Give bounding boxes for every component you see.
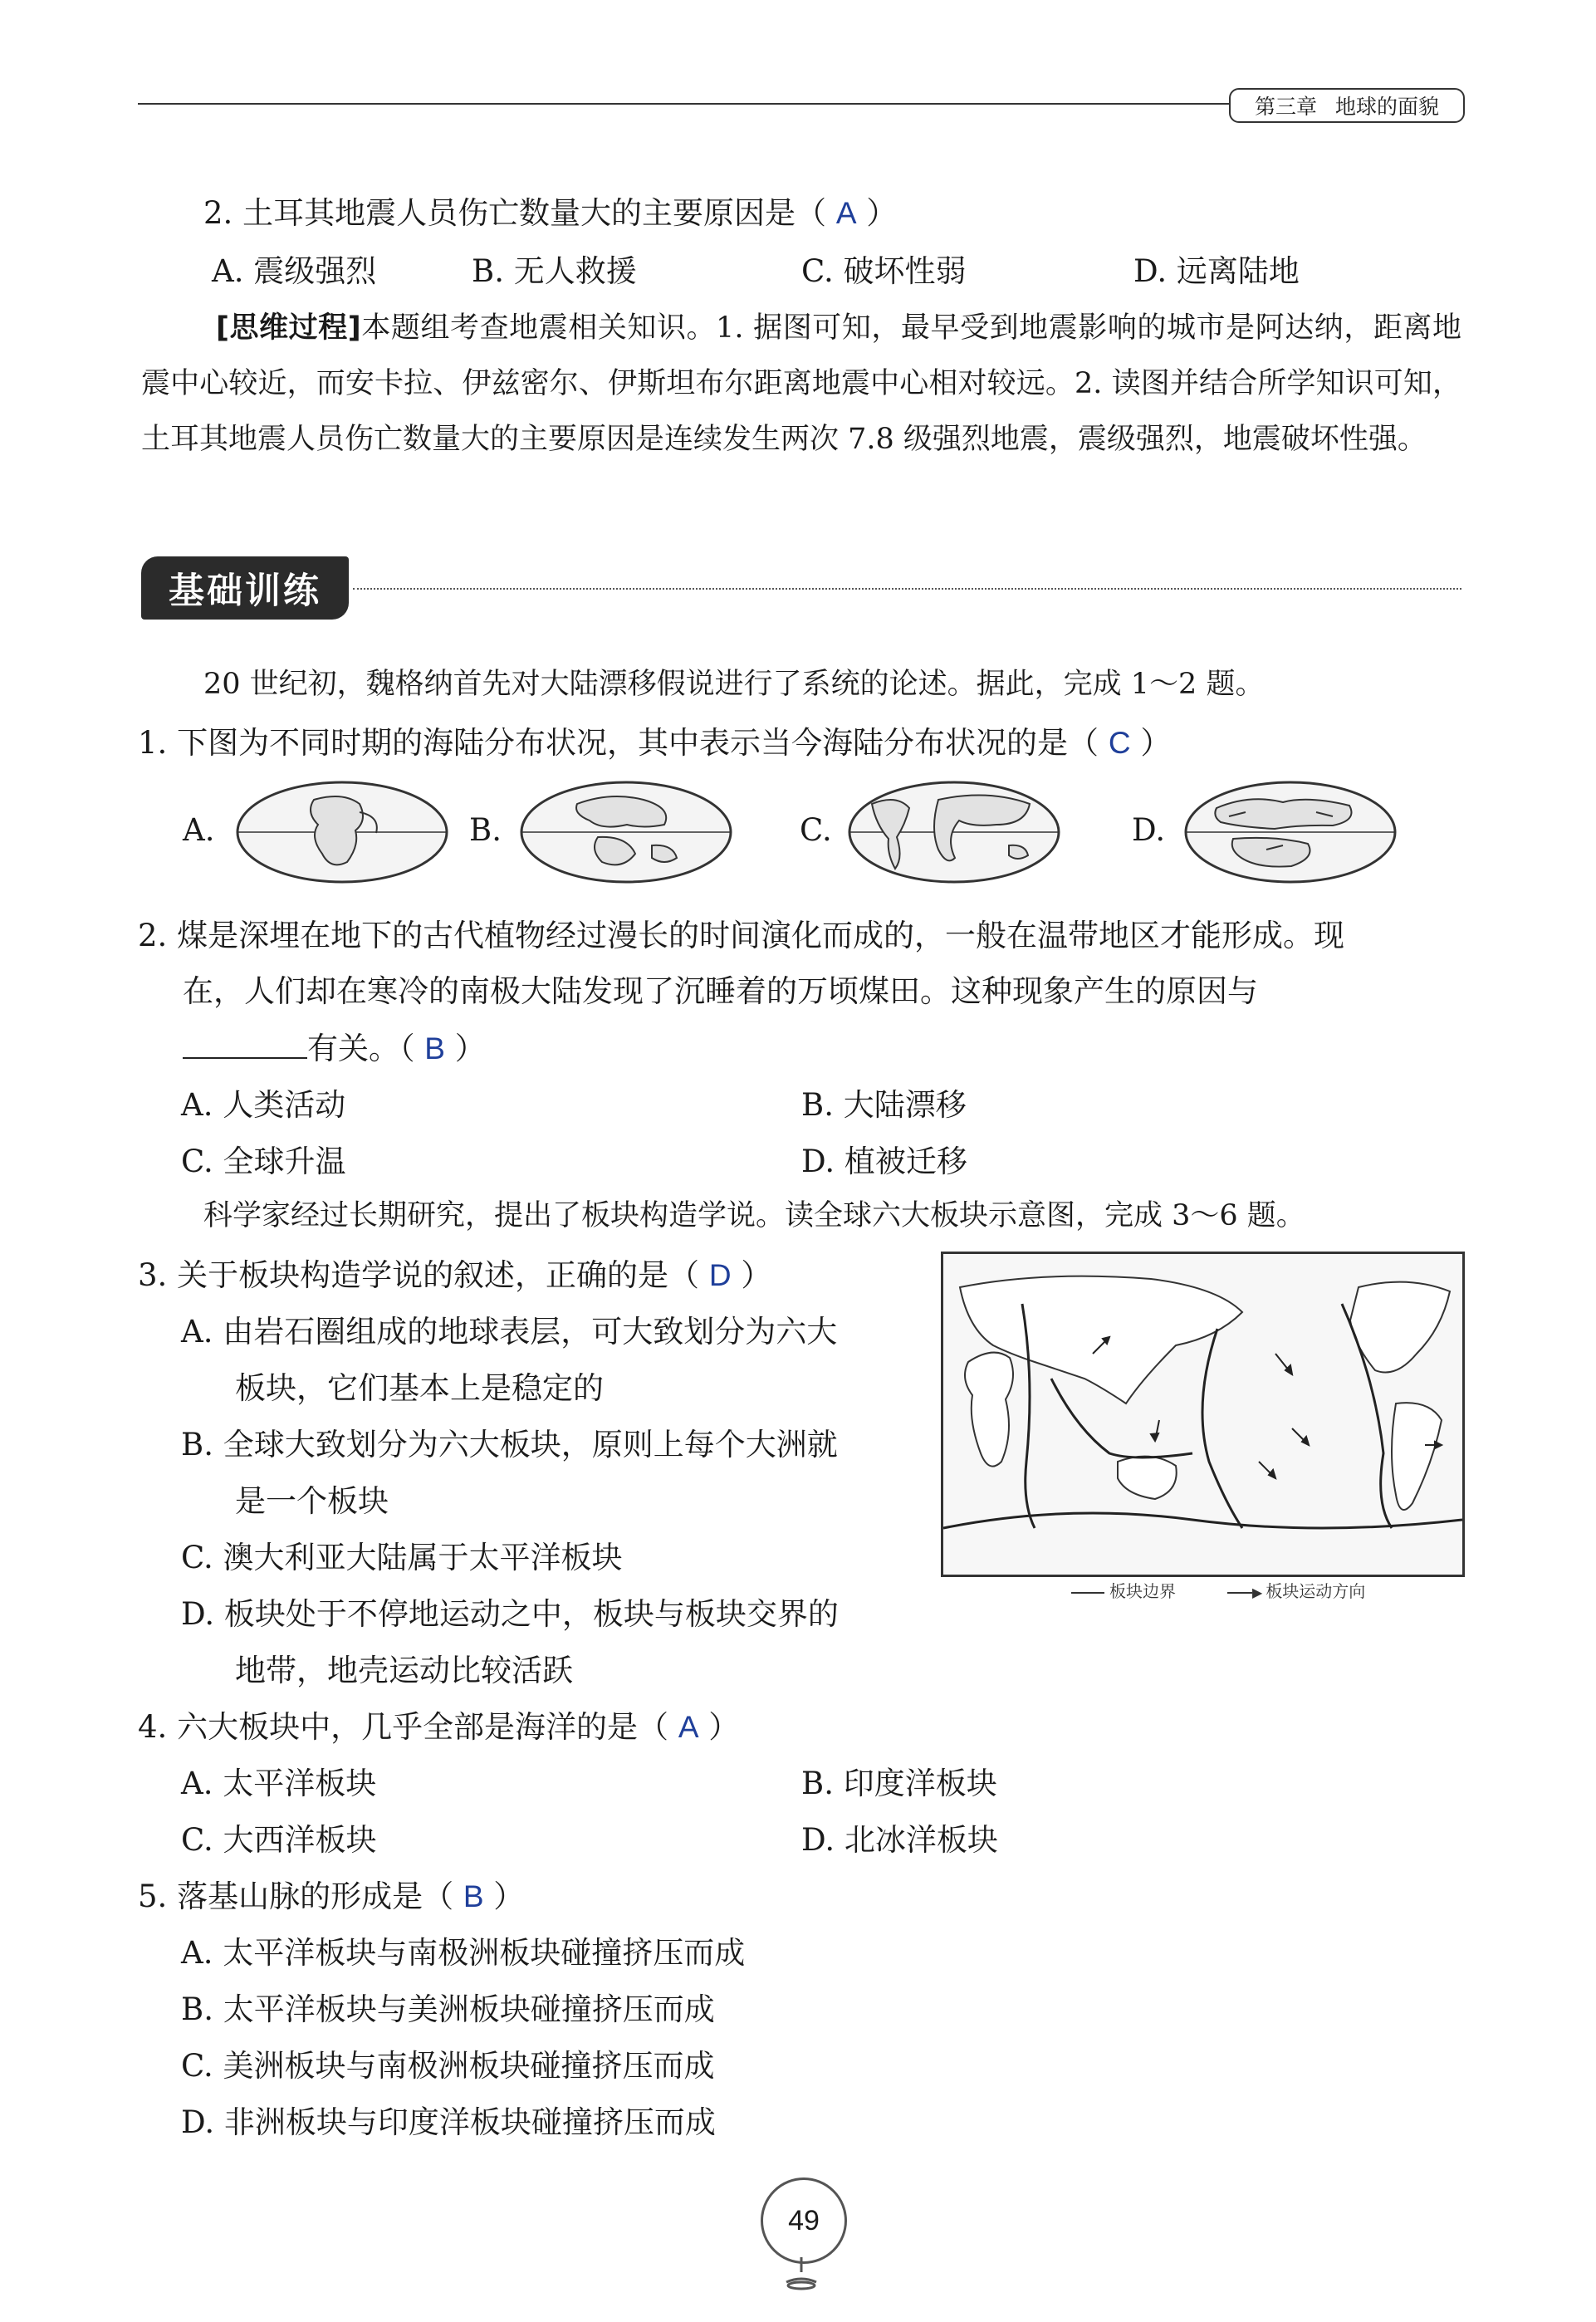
intro-1: 20 世纪初，魏格纳首先对大陆漂移假说进行了系统的论述。据此，完成 1～2 题。 [203, 668, 1265, 701]
q3-option-a-line1: A. 由岩石圈组成的地球表层，可大致划分为六大 [181, 1314, 838, 1350]
q1-map-label-a: A. [183, 812, 215, 848]
q4-option-b: B. 印度洋板块 [801, 1766, 997, 1801]
q1-map-label-c: C. [800, 812, 832, 848]
prev-q2-option-b: B. 无人救援 [472, 253, 637, 289]
answer-mark: A [678, 1710, 699, 1744]
q2-line3: 有关。（ B ） [183, 1023, 486, 1068]
q3-option-d-line1: D. 板块处于不停地运动之中，板块与板块交界的 [181, 1596, 839, 1632]
prev-q2-stem: 2. 土耳其地震人员伤亡数量大的主要原因是（ A ） [203, 195, 898, 231]
intro-2: 科学家经过长期研究，提出了板块构造学说。读全球六大板块示意图，完成 3～6 题。 [203, 1199, 1305, 1232]
q2-option-c: C. 全球升温 [181, 1144, 346, 1179]
q3-option-d-line2: 地带，地壳运动比较活跃 [235, 1653, 573, 1688]
page-number: 49 [761, 2177, 847, 2264]
answer-mark: B [463, 1879, 484, 1913]
q1-map-c [847, 779, 1061, 885]
chapter-title: 地球的面貌 [1335, 95, 1440, 119]
legend-direction: ▶ 板块运动方向 [1227, 1578, 1365, 1602]
answer-blank [183, 1031, 307, 1059]
prev-q2-option-a: A. 震级强烈 [212, 253, 377, 289]
thinking-text: 本题组考查地震相关知识。1. 据图可知，最早受到地震影响的城市是阿达纳，距离地震中心较近，而安卡拉、伊兹密尔、伊斯坦布尔距离地震中心相对较远。2. 读图并结合所学知识可知，土耳其地震人员伤亡数量大的主要原因是连续发生两次 7.8 级强烈地震，震级强烈，地震破坏性强。 [141, 311, 1461, 456]
q2-option-a: A. 人类活动 [181, 1087, 346, 1123]
chapter-tag [1229, 88, 1465, 123]
q3-option-b-line1: B. 全球大致划分为六大板块，原则上每个大洲就 [181, 1427, 838, 1462]
q2-option-b: B. 大陆漂移 [801, 1087, 967, 1123]
thinking-process [141, 301, 1461, 468]
q1-map-d [1183, 779, 1398, 885]
legend-boundary: 板块边界 [1071, 1578, 1176, 1602]
q1-map-a [235, 779, 449, 885]
q1-map-label-b: B. [469, 812, 502, 848]
prev-q2-option-d: D. 远离陆地 [1133, 253, 1300, 289]
q5-option-b: B. 太平洋板块与美洲板块碰撞挤压而成 [181, 1991, 715, 2027]
section-title: 基础训练 [141, 556, 349, 620]
q1-map-b [519, 779, 733, 885]
plate-map [941, 1252, 1465, 1577]
answer-mark: D [708, 1258, 732, 1292]
q4-option-d: D. 北冰洋板块 [801, 1822, 998, 1858]
q3-option-a-line2: 板块，它们基本上是稳定的 [235, 1370, 604, 1406]
answer-mark: C [1108, 726, 1131, 760]
thinking-label: [思维过程] [216, 311, 361, 345]
q3-stem: 3. 关于板块构造学说的叙述，正确的是（ D ） [138, 1257, 772, 1293]
q5-option-d: D. 非洲板块与印度洋板块碰撞挤压而成 [181, 2104, 716, 2140]
answer-mark: B [424, 1031, 445, 1065]
section-divider [353, 588, 1461, 590]
q4-stem: 4. 六大板块中，几乎全部是海洋的是（ A ） [138, 1709, 740, 1745]
globe-stand-icon [776, 2257, 826, 2290]
q4-option-a: A. 太平洋板块 [181, 1766, 377, 1801]
q4-option-c: C. 大西洋板块 [181, 1822, 377, 1858]
q3-option-c: C. 澳大利亚大陆属于太平洋板块 [181, 1540, 623, 1575]
q1-stem: 1. 下图为不同时期的海陆分布状况，其中表示当今海陆分布状况的是（ C ） [138, 725, 1172, 761]
header-rule [138, 103, 1234, 105]
q5-option-a: A. 太平洋板块与南极洲板块碰撞挤压而成 [181, 1935, 746, 1971]
q2-line1: 2. 煤是深埋在地下的古代植物经过漫长的时间演化而成的，一般在温带地区才能形成。现 [138, 918, 1345, 953]
answer-mark: A [835, 196, 857, 230]
q3-option-b-line2: 是一个板块 [235, 1483, 389, 1519]
q1-map-label-d: D. [1132, 812, 1166, 848]
q2-line2: 在，人们却在寒冷的南极大陆发现了沉睡着的万顷煤田。这种现象产生的原因与 [183, 973, 1258, 1009]
q5-stem: 5. 落基山脉的形成是（ B ） [138, 1879, 525, 1914]
chapter-number: 第三章 [1254, 95, 1317, 119]
q2-option-d: D. 植被迁移 [801, 1144, 967, 1179]
q5-option-c: C. 美洲板块与南极洲板块碰撞挤压而成 [181, 2048, 715, 2084]
prev-q2-option-c: C. 破坏性弱 [801, 253, 967, 289]
